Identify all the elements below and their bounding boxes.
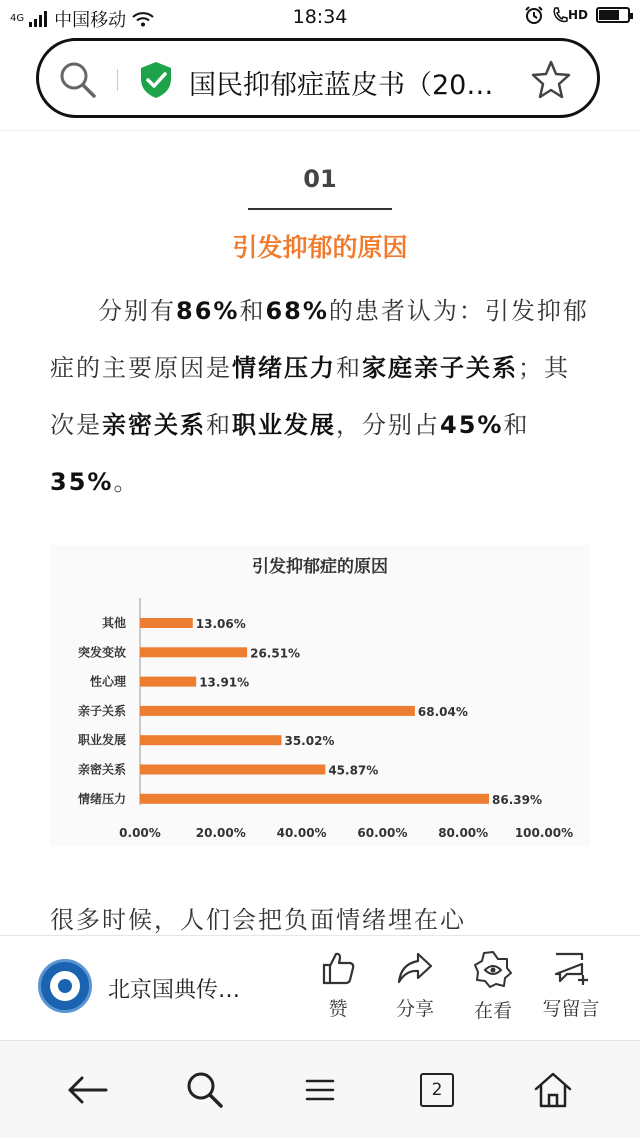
comment-label: 写留言 [542,998,600,1020]
carrier-name: 中国移动 [54,10,127,31]
account-name[interactable]: 北京国典传… [108,978,241,1003]
chart-bar [140,794,489,804]
address-separator [117,69,118,91]
section-underline [248,208,392,210]
comment-icon [552,950,590,986]
nav-search-button[interactable] [180,1067,230,1113]
star-icon[interactable] [531,59,571,99]
hd-label: HD [567,8,588,22]
chart-x-tick: 100.00% [514,826,574,841]
highlight-text: 家庭亲子关系 [362,354,518,382]
chart-data-label: 26.51% [250,646,301,661]
highlight-text: 68% [265,297,329,325]
body-text: 和 [239,297,266,325]
chart-x-tick: 80.00% [438,826,489,841]
alarm-icon [524,5,544,25]
home-button[interactable] [528,1067,578,1113]
status-time: 18:34 [292,6,348,28]
article-action-bar [0,935,640,1040]
status-right [524,5,630,25]
highlight-text: 45% [440,411,504,439]
article-paragraph [50,283,595,511]
like-label: 赞 [328,998,348,1020]
status-bar [0,0,640,34]
chart-category-label: 突发变故 [77,645,126,660]
chart-title: 引发抑郁症的原因 [252,557,388,577]
share-label: 分享 [395,998,434,1020]
chart-data-label: 35.02% [284,734,335,749]
search-icon [186,1071,224,1109]
chart-category-label: 情绪压力 [77,791,126,806]
chart-data-label: 68.04% [417,704,468,719]
body-text: 和 [206,411,232,439]
watching-icon [474,950,512,988]
body-text: ，分别占 [336,411,440,439]
search-icon[interactable] [59,61,97,99]
thumbs-up-icon [320,950,356,986]
chart-bar [140,647,247,657]
chart-category-label: 亲子关系 [77,703,126,718]
tab-count: 2 [420,1073,454,1107]
browser-nav-bar [0,1040,640,1138]
shield-check-icon [139,61,173,99]
article-paragraph-2: 很多时候，人们会把负面情绪埋在心 [50,906,466,934]
account-avatar[interactable] [38,959,92,1013]
section-number: 01 [303,165,337,193]
chart-category-label: 其他 [101,616,126,630]
tabs-button[interactable] [412,1067,462,1113]
arrow-left-icon [66,1075,108,1105]
chart-x-tick: 60.00% [357,826,408,841]
header-divider [0,130,640,131]
highlight-text: 86% [176,297,240,325]
highlight-text: 亲密关系 [102,411,206,439]
chart-data-label: 13.06% [195,617,246,631]
chart-data-label: 86.39% [492,792,542,807]
chart-data-label: 45.87% [328,763,379,778]
body-text: 分别有 [98,297,176,325]
watching-button[interactable] [448,950,538,1023]
share-icon [396,950,434,986]
watching-label: 在看 [473,1000,512,1022]
chart-data-label: 13.91% [199,675,250,690]
chart-x-tick: 0.00% [119,826,161,841]
home-icon [533,1071,573,1109]
highlight-text: 职业发展 [232,411,336,439]
chart-x-tick: 20.00% [195,826,246,841]
chart-bar [140,706,415,716]
address-bar[interactable] [36,38,600,118]
chart-x-tick: 40.00% [276,826,327,841]
body-text: ；其次是 [50,354,570,439]
section-title: 引发抑郁的原因 [232,233,408,262]
highlight-text: 35% [50,468,114,496]
chart-category-label: 性心理 [89,674,126,689]
hd-call-indicator [552,6,588,24]
body-text: 。 [113,468,140,496]
chart-bar [140,765,325,775]
chart-category-label: 职业发展 [77,733,126,748]
bar-chart [50,545,590,845]
chart-bar [140,618,193,628]
chart-canvas [50,545,590,845]
back-button[interactable] [62,1067,112,1113]
page-title[interactable]: 国民抑郁症蓝皮书（20… [189,70,494,101]
body-text: 和 [336,354,362,382]
battery-icon [596,7,630,23]
comment-button[interactable] [526,950,616,1021]
chart-category-label: 亲密关系 [77,762,126,777]
network-type: 4G [10,13,25,24]
chart-bar [140,677,196,687]
phone-icon [552,6,568,24]
share-button[interactable] [370,950,460,1021]
menu-button[interactable] [295,1067,345,1113]
body-text: 和 [503,411,530,439]
battery-level [599,10,619,20]
body-text: 的患者认为：引发抑郁症的主要原因是 [50,297,589,382]
menu-icon [305,1078,335,1102]
highlight-text: 情绪压力 [232,354,336,382]
chart-bar [140,735,281,745]
